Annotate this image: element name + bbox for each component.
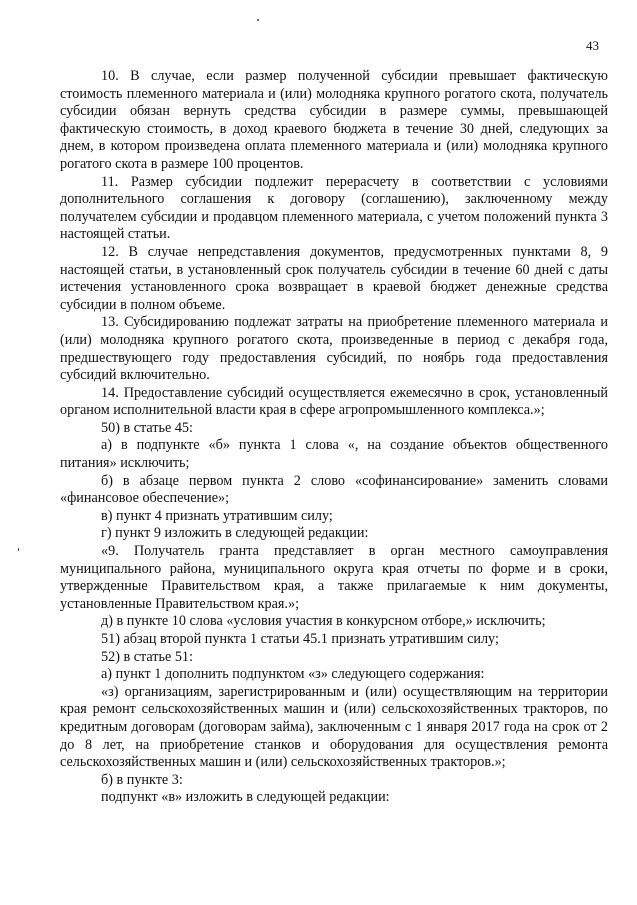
item-50-b: б) в абзаце первом пункта 2 слово «софинансирование» заменить словами «финансовое обеспечение»; <box>60 472 608 507</box>
paragraph-10: 10. В случае, если размер полученной субсидии превышает фактическую стоимость племенного материала и (или) молодняка крупного рогатого скота, получатель субсидии обязан вернуть средства субсидии в размере суммы, превышающей фактическую стоимость, в доход краевого бюджета в течение 30 дней, следующих за днем, в котором произведена оплата племенного материала и (или) молодняка крупного рогатого скота в размере 100 процентов. <box>60 68 608 172</box>
item-52-b: б) в пункте 3: <box>101 771 183 788</box>
scan-speck <box>257 19 259 21</box>
document-body <box>60 68 608 807</box>
scan-speck <box>18 548 19 551</box>
quoted-subpoint-z: «з) организациям, зарегистрированным и (или) осуществляющим на территории края ремонт сельскохозяйственных машин и (или) сельскохозяйственных тракторов, по кредитным договорам (договорам займа), заключенным с 1 января 2017 года на срок от 2 до 8 лет, на приобретение станков и оборудования для осуществления ремонта сельскохозяйственных машин и (или) сельскохозяйственных тракторов.»; <box>60 683 608 771</box>
item-50-v: в) пункт 4 признать утратившим силу; <box>101 507 333 524</box>
item-52-a: а) пункт 1 дополнить подпунктом «з» следующего содержания: <box>101 666 485 683</box>
paragraph-12: 12. В случае непредставления документов, предусмотренных пунктами 8, 9 настоящей статьи, в установленный срок получатель субсидии в течение 60 дней с даты истечения установленного срока возвращает в краевой бюджет денежные средства субсидии в полном объеме. <box>60 243 608 313</box>
paragraph-13: 13. Субсидированию подлежат затраты на приобретение племенного материала и (или) молодняка крупного рогатого скота, произведенные в период с декабря года, предшествующего году предоставления субсидий, по ноябрь года предоставления субсидий включительно. <box>60 314 608 384</box>
quoted-point-9: «9. Получатель гранта представляет в орган местного самоуправления муниципального района, муниципального округа края отчеты по форме и в сроки, утвержденные Правительством края, а также прилагаемые к ним документы, установленные Правительством края.»; <box>60 543 608 612</box>
item-50-d: д) в пункте 10 слова «условия участия в конкурсном отборе,» исключить; <box>101 613 546 630</box>
paragraph-11: 11. Размер субсидии подлежит перерасчету в соответствии с условиями дополнительного соглашения к договору (соглашению), заключенному между получателем субсидии и продавцом племенного материала, с учетом положений пункта 3 настоящей статьи. <box>60 173 608 243</box>
subpoint-v-intro: подпункт «в» изложить в следующей редакции: <box>101 789 390 806</box>
paragraph-14: 14. Предоставление субсидий осуществляется ежемесячно в срок, установленный органом исполнительной власти края в сфере агропромышленного комплекса.»; <box>60 384 608 419</box>
item-51: 51) абзац второй пункта 1 статьи 45.1 признать утратившим силу; <box>101 631 499 647</box>
item-50: 50) в статье 45: <box>101 419 193 436</box>
item-52: 52) в статье 51: <box>101 648 193 665</box>
item-50-g: г) пункт 9 изложить в следующей редакции: <box>101 525 369 542</box>
page-number: 43 <box>586 38 599 53</box>
item-50-a: а) в подпункте «б» пункта 1 слова «, на создание объектов общественного питания» исключить; <box>60 437 608 472</box>
